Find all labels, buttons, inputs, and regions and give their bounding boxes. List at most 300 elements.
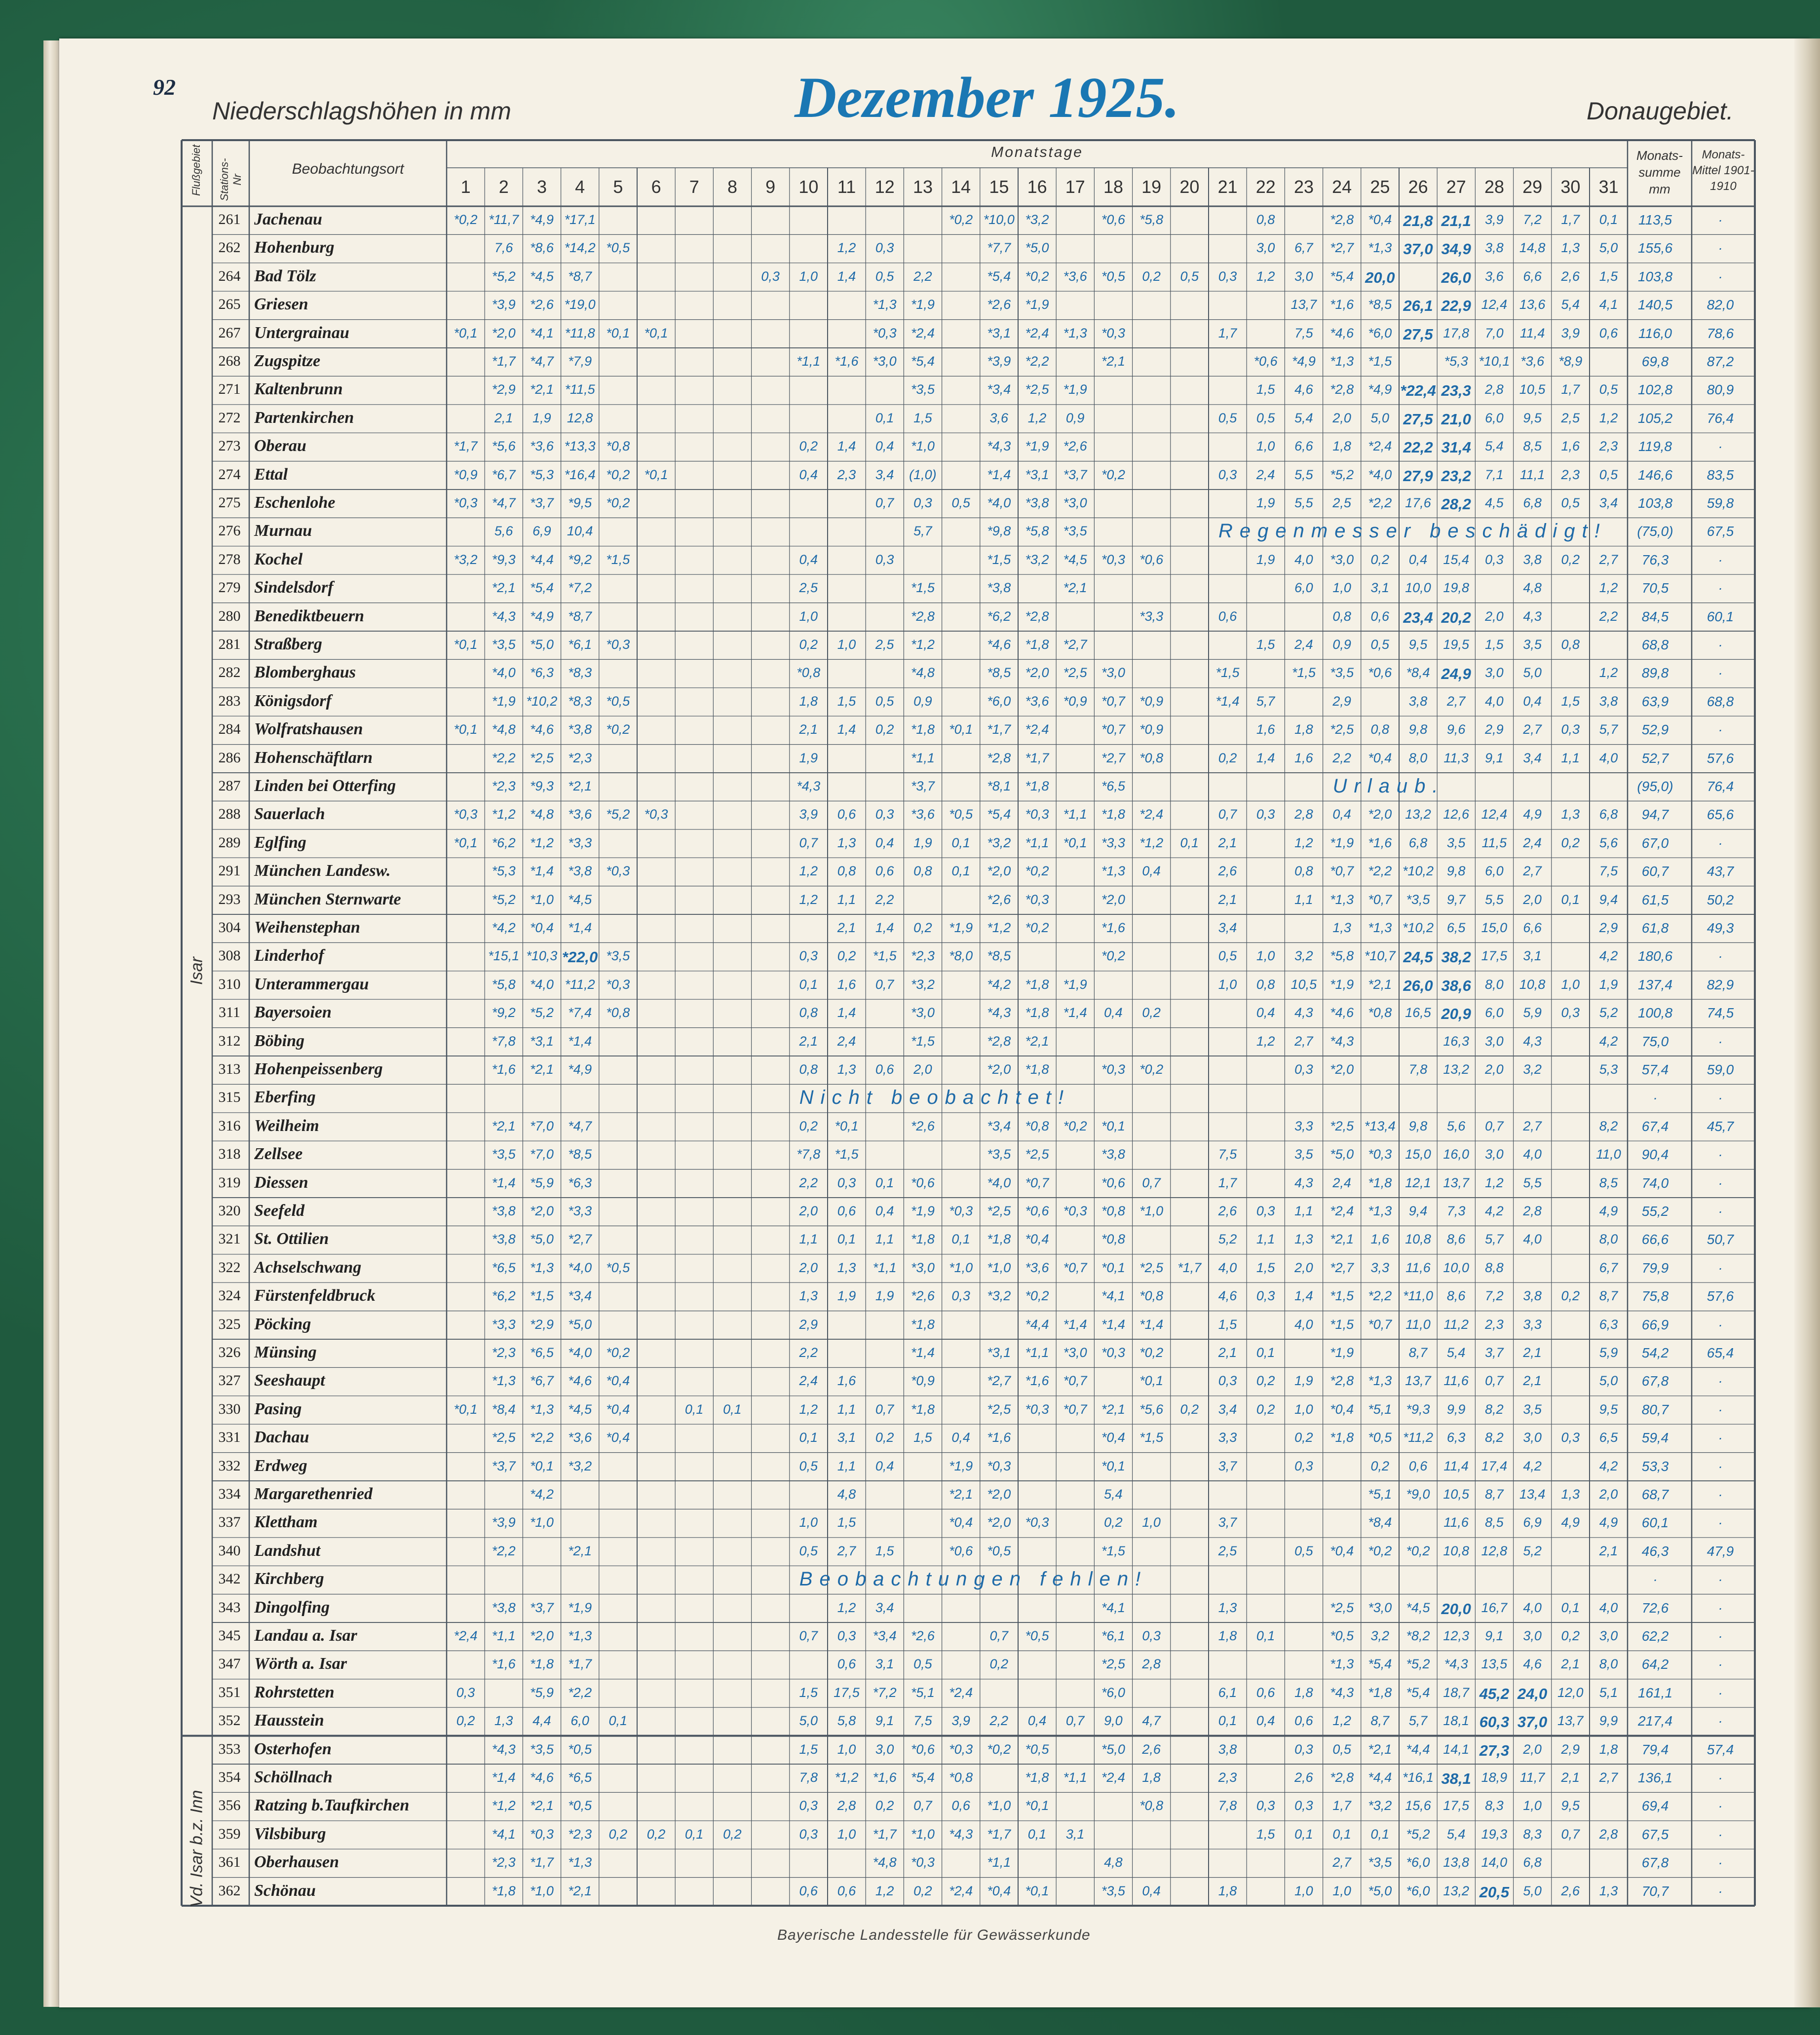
rain-cell: 2,6 <box>1218 864 1237 879</box>
rain-cell: 0,2 <box>1218 750 1237 765</box>
rain-cell: 0,6 <box>837 1204 856 1218</box>
rain-cell: 5,4 <box>1446 1826 1466 1842</box>
rain-cell: *0,5 <box>1368 1430 1392 1445</box>
rain-cell: 0,4 <box>1142 864 1161 879</box>
rain-cell: 0,1 <box>1256 1628 1275 1643</box>
rain-cell: *2,3 <box>492 1345 516 1360</box>
rain-cell: *0,7 <box>1025 1175 1049 1190</box>
rain-cell: 0,5 <box>1294 1543 1313 1558</box>
rain-cell: *3,9 <box>492 1515 516 1530</box>
rain-cell: 10,8 <box>1519 977 1546 992</box>
rain-cell: *10,2 <box>1402 864 1434 879</box>
rain-cell: 15,0 <box>1481 920 1508 935</box>
rain-cell: 0,8 <box>913 864 932 879</box>
day-header-19: 19 <box>1141 177 1162 197</box>
rain-cell: *7,0 <box>530 1118 554 1133</box>
rain-cell: 0,4 <box>1408 552 1428 567</box>
rain-cell: 4,5 <box>1485 495 1504 510</box>
rain-cell: 0,7 <box>989 1628 1009 1643</box>
rain-cell: *3,0 <box>910 1005 935 1020</box>
rain-cell: 0,3 <box>1218 1373 1237 1389</box>
rain-cell: *3,2 <box>910 977 935 992</box>
rain-cell: 0,3 <box>875 807 894 822</box>
rain-cell: 0,3 <box>1218 467 1237 482</box>
rain-cell: *1,4 <box>1063 1005 1087 1020</box>
monthly-mean: 65,6 <box>1706 807 1734 823</box>
rain-cell: 1,0 <box>1294 1401 1313 1417</box>
rain-cell: *3,0 <box>1101 665 1125 680</box>
rain-cell: 3,0 <box>1523 1430 1542 1445</box>
rain-cell: 5,0 <box>1370 410 1390 425</box>
rain-cell: 1,3 <box>494 1713 513 1729</box>
rain-cell: 13,7 <box>1290 297 1317 312</box>
rain-cell: *5,8 <box>1330 948 1354 964</box>
rain-cell: *1,5 <box>910 580 935 596</box>
monthly-mean: · <box>1718 1855 1723 1871</box>
rain-cell: *0,4 <box>1101 1430 1125 1445</box>
rain-cell: 6,5 <box>1599 1430 1618 1445</box>
rain-cell: 18,1 <box>1443 1713 1469 1729</box>
monthly-mean: · <box>1718 665 1723 681</box>
rain-cell: *1,8 <box>530 1657 554 1672</box>
rain-cell: 0,7 <box>1485 1373 1504 1389</box>
monthly-mean: 80,9 <box>1706 382 1734 398</box>
rain-cell: 1,3 <box>1561 1487 1580 1502</box>
rain-cell: 0,4 <box>875 835 894 850</box>
rain-cell: 2,0 <box>1599 1487 1618 1502</box>
rain-cell: 0,2 <box>875 722 894 737</box>
rain-cell: *8,5 <box>987 948 1011 964</box>
rain-cell: *2,3 <box>492 1855 516 1870</box>
monthly-mean: · <box>1718 1401 1723 1417</box>
rain-cell: *3,2 <box>1368 1798 1392 1813</box>
rain-cell: *2,4 <box>454 1628 478 1643</box>
station-number: 281 <box>218 636 241 652</box>
rain-cell: *4,2 <box>492 920 516 935</box>
monthly-sum: 79,9 <box>1641 1260 1669 1276</box>
rain-cell: 12,3 <box>1443 1628 1469 1643</box>
rain-cell: 3,9 <box>951 1713 970 1729</box>
rain-cell: 0,1 <box>1294 1826 1313 1842</box>
rain-cell: *4,2 <box>530 1487 554 1502</box>
rain-cell: 3,2 <box>1523 1062 1542 1077</box>
station-name: München Landesw. <box>254 862 391 880</box>
rain-cell: 10,4 <box>567 524 593 539</box>
rain-cell: 8,2 <box>1485 1401 1504 1417</box>
rain-cell: *4,0 <box>568 1345 592 1360</box>
rain-cell: 4,0 <box>1218 1260 1237 1275</box>
rain-cell: 1,5 <box>837 1515 856 1530</box>
rain-cell: *3,3 <box>568 1204 592 1218</box>
rain-cell: *1,5 <box>834 1147 859 1162</box>
rain-cell: *0,2 <box>1025 920 1049 935</box>
rain-cell: 9,1 <box>1485 1628 1504 1643</box>
rain-cell: *4,3 <box>949 1826 973 1842</box>
rain-cell: *2,2 <box>1025 354 1049 369</box>
rain-cell: *4,0 <box>1368 467 1392 482</box>
rain-cell: 0,7 <box>1065 1713 1085 1729</box>
rain-cell: *5,0 <box>1025 240 1049 256</box>
rain-cell: *1,5 <box>987 552 1011 567</box>
rain-cell: 2,4 <box>799 1373 818 1389</box>
rain-cell: *2,1 <box>492 580 516 596</box>
rain-cell: *0,9 <box>1139 693 1164 709</box>
monthly-sum: 67,4 <box>1641 1118 1669 1134</box>
rain-cell: *1,9 <box>910 1204 935 1218</box>
rain-cell: 4,0 <box>1523 1600 1542 1615</box>
column-header-ort: Beobachtungsort <box>292 161 404 177</box>
rain-cell: *0,3 <box>530 1826 554 1842</box>
station-number: 356 <box>218 1797 241 1814</box>
rain-cell: *1,4 <box>1063 1317 1087 1332</box>
rain-cell: *2,8 <box>1330 1373 1354 1389</box>
rain-cell: *0,7 <box>1063 1401 1087 1417</box>
station-number: 293 <box>218 891 241 907</box>
day-header-3: 3 <box>536 177 547 197</box>
rain-cell: 2,0 <box>913 1062 932 1077</box>
rain-cell: *2,2 <box>1368 864 1392 879</box>
rain-cell: 0,2 <box>646 1826 666 1842</box>
rain-cell: *2,7 <box>1063 637 1087 652</box>
monthly-sum: 79,4 <box>1641 1741 1669 1757</box>
station-number: 337 <box>218 1514 241 1531</box>
rain-cell: 1,7 <box>1218 1175 1237 1190</box>
station-name: Landshut <box>254 1541 321 1560</box>
station-number: 332 <box>218 1457 241 1474</box>
rain-cell: *3,0 <box>1368 1600 1392 1615</box>
rain-cell: *0,9 <box>1063 693 1087 709</box>
station-number: 289 <box>218 834 241 851</box>
rain-cell: 8,0 <box>1599 1657 1618 1672</box>
rain-cell: *3,5 <box>910 382 935 397</box>
rain-cell: *5,8 <box>492 977 516 992</box>
rain-cell: 1,2 <box>799 864 818 879</box>
rain-cell: *2,3 <box>492 779 516 793</box>
rain-cell: 0,6 <box>1256 1685 1275 1700</box>
rain-cell: 0,3 <box>1256 1204 1275 1218</box>
rain-cell: *2,1 <box>949 1487 973 1502</box>
rain-cell: *5,2 <box>1406 1826 1430 1842</box>
rain-cell: *6,0 <box>1368 325 1392 340</box>
rain-cell: 8,0 <box>1599 1232 1618 1247</box>
rain-cell: 2,5 <box>1332 495 1351 510</box>
rain-cell: 5,0 <box>1523 665 1542 680</box>
rain-cell: *1,1 <box>1025 1345 1049 1360</box>
rain-cell: 0,7 <box>1561 1826 1580 1842</box>
rain-cell: *5,2 <box>530 1005 554 1020</box>
station-name: Murnau <box>254 522 312 540</box>
rain-cell: *22,4 <box>1400 382 1436 400</box>
rain-cell: 18,7 <box>1443 1685 1469 1700</box>
rain-cell: *7,0 <box>530 1147 554 1162</box>
rain-cell: *0,2 <box>1139 1062 1164 1077</box>
rain-cell: 2,1 <box>1523 1345 1542 1360</box>
rain-cell: 5,5 <box>1294 495 1313 510</box>
rain-cell: *1,8 <box>1025 637 1049 652</box>
rain-cell: 4,3 <box>1523 608 1542 624</box>
rain-cell: 6,1 <box>1218 1685 1237 1700</box>
rain-cell: *2,5 <box>987 1204 1011 1218</box>
rain-cell: *0,3 <box>1025 1515 1049 1530</box>
rain-cell: *3,7 <box>530 495 554 510</box>
rain-cell: 3,1 <box>875 1657 894 1672</box>
rain-cell: *4,9 <box>1291 354 1316 369</box>
rain-cell: *3,8 <box>492 1204 516 1218</box>
rain-cell: 5,6 <box>1599 835 1618 850</box>
rain-cell: *1,3 <box>530 1260 554 1275</box>
rain-cell: *1,8 <box>910 1401 935 1417</box>
rain-cell: *1,7 <box>568 1657 592 1672</box>
rain-cell: 0,5 <box>951 495 970 510</box>
monthly-mean: · <box>1718 1628 1723 1644</box>
station-note: Nicht beobachtet! <box>799 1087 1071 1109</box>
rain-cell: 1,4 <box>837 722 856 737</box>
rain-cell: 1,7 <box>1561 382 1580 397</box>
rain-cell: *5,1 <box>1368 1401 1392 1417</box>
rain-cell: *6,5 <box>530 1345 554 1360</box>
rain-cell: *5,4 <box>1368 1657 1392 1672</box>
rain-cell: *0,4 <box>1368 750 1392 765</box>
rain-cell: *1,6 <box>1368 835 1392 850</box>
rain-cell: 10,0 <box>1443 1260 1469 1275</box>
rain-cell: 0,3 <box>1294 1798 1313 1813</box>
rain-cell: 1,5 <box>799 1741 818 1757</box>
rain-cell: *2,4 <box>910 325 935 340</box>
rain-cell: *2,2 <box>1368 495 1392 510</box>
station-name: Sauerlach <box>254 805 325 824</box>
rain-cell: 13,7 <box>1443 1175 1469 1190</box>
rain-cell: 23,2 <box>1441 467 1471 485</box>
rain-cell: 2,0 <box>1523 1741 1542 1757</box>
rain-cell: 17,5 <box>1443 1798 1469 1813</box>
monthly-mean: · <box>1718 1798 1723 1814</box>
rain-cell: *1,8 <box>987 1232 1011 1247</box>
rain-cell: *11,2 <box>1403 1430 1434 1445</box>
rain-cell: *9,5 <box>568 495 592 510</box>
rain-cell: 1,1 <box>837 1401 856 1417</box>
rain-cell: *4,5 <box>1406 1600 1430 1615</box>
rain-cell: 3,2 <box>1370 1628 1390 1643</box>
monthly-sum: 75,0 <box>1641 1033 1669 1049</box>
rain-cell: *16,1 <box>1402 1770 1434 1785</box>
rain-cell: *1,8 <box>1368 1175 1392 1190</box>
rain-cell: *2,1 <box>568 779 592 793</box>
rain-cell: *5,2 <box>606 807 630 822</box>
rain-cell: *1,9 <box>949 920 973 935</box>
rain-cell: 3,3 <box>1294 1118 1313 1133</box>
rain-cell: *0,2 <box>1025 268 1049 284</box>
rain-cell: 6,3 <box>1446 1430 1466 1445</box>
rain-cell: 0,5 <box>1218 410 1237 425</box>
rain-cell: 4,3 <box>1523 1033 1542 1049</box>
rain-cell: 24,0 <box>1517 1685 1548 1702</box>
rain-cell: 7,1 <box>1485 467 1504 482</box>
monthly-sum: 61,8 <box>1641 920 1669 936</box>
rain-cell: 2,3 <box>1561 467 1580 482</box>
rain-cell: 1,4 <box>837 1005 856 1020</box>
rain-cell: 1,5 <box>875 1543 894 1558</box>
rain-cell: 2,1 <box>1599 1543 1618 1558</box>
rain-cell: *8,6 <box>530 240 554 256</box>
rain-cell: 5,3 <box>1599 1062 1618 1077</box>
rain-cell: 0,2 <box>1180 1401 1199 1417</box>
rain-cell: *1,4 <box>910 1345 935 1360</box>
rain-cell: *3,8 <box>1025 495 1049 510</box>
rain-cell: *0,2 <box>987 1741 1011 1757</box>
rain-cell: 7,5 <box>1599 864 1618 879</box>
rain-cell: *2,1 <box>568 1543 592 1558</box>
rain-cell: *1,8 <box>910 1232 935 1247</box>
rain-cell: 5,7 <box>1256 693 1275 709</box>
station-number: 347 <box>218 1656 241 1672</box>
day-header-17: 17 <box>1065 177 1085 197</box>
rain-cell: *2,1 <box>530 1798 554 1813</box>
rain-cell: 6,0 <box>1294 580 1313 596</box>
rain-cell: *3,5 <box>1368 1855 1392 1870</box>
monthly-mean: · <box>1718 637 1723 652</box>
monthly-mean: 47,9 <box>1706 1543 1734 1559</box>
rain-cell: 1,8 <box>799 693 818 709</box>
station-note: Regenmesser beschädigt! <box>1218 520 1607 542</box>
rain-cell: 1,4 <box>875 920 894 935</box>
rain-cell: *10,3 <box>526 948 558 964</box>
rain-cell: 4,3 <box>1294 1175 1313 1190</box>
rain-cell: *1,2 <box>492 1798 516 1813</box>
rain-cell: *0,2 <box>1101 467 1125 482</box>
station-name: Hausstein <box>254 1711 324 1730</box>
rain-cell: 0,3 <box>837 1175 856 1190</box>
rain-cell: 0,3 <box>1294 1062 1313 1077</box>
rain-cell: *2,1 <box>492 1118 516 1133</box>
station-number: 267 <box>218 324 241 341</box>
rain-cell: 8,7 <box>1408 1345 1428 1360</box>
rain-cell: 45,2 <box>1479 1685 1510 1702</box>
day-header-18: 18 <box>1103 177 1123 197</box>
station-name: Zellsee <box>254 1145 303 1164</box>
rain-cell: *3,8 <box>987 580 1011 596</box>
rain-cell: 2,1 <box>799 722 818 737</box>
rain-cell: *1,6 <box>1330 297 1354 312</box>
day-header-1: 1 <box>460 177 471 197</box>
rain-cell: *6,7 <box>530 1373 554 1389</box>
rain-cell: *3,4 <box>987 382 1011 397</box>
rain-cell: 27,5 <box>1403 410 1433 428</box>
rain-cell: *2,4 <box>1101 1770 1125 1785</box>
monthly-sum: 52,7 <box>1641 750 1669 766</box>
rain-cell: 21,1 <box>1441 212 1471 229</box>
station-number: 334 <box>218 1486 241 1502</box>
rain-cell: 26,0 <box>1441 268 1471 286</box>
rain-cell: *2,8 <box>1330 382 1354 397</box>
rain-cell: *3,5 <box>1101 1883 1125 1898</box>
rain-cell: *8,0 <box>949 948 973 964</box>
rain-cell: *2,1 <box>1025 1033 1049 1049</box>
rain-cell: 8,7 <box>1370 1713 1390 1729</box>
rain-cell: 4,8 <box>1523 580 1542 596</box>
rain-cell: 0,4 <box>799 552 818 567</box>
rain-cell: *0,6 <box>1139 552 1164 567</box>
station-name: Fürstenfeldbruck <box>254 1286 376 1305</box>
rain-cell: 11,2 <box>1443 1317 1469 1332</box>
rain-cell: *4,9 <box>568 1062 592 1077</box>
monthly-mean: · <box>1718 1204 1723 1219</box>
rain-cell: *0,7 <box>1368 1317 1392 1332</box>
rain-cell: *0,1 <box>1101 1260 1125 1275</box>
rain-cell: *0,3 <box>1025 807 1049 822</box>
rain-cell: *5,9 <box>530 1685 554 1700</box>
rain-cell: *0,1 <box>454 722 478 737</box>
rain-cell: *0,4 <box>1368 212 1392 227</box>
rain-cell: 13,7 <box>1405 1373 1431 1389</box>
day-header-12: 12 <box>874 177 895 197</box>
monthly-mean: 49,3 <box>1706 920 1734 936</box>
rain-cell: *5,4 <box>1330 268 1354 284</box>
monthly-mean: · <box>1718 1458 1723 1474</box>
rain-cell: *3,8 <box>568 864 592 879</box>
rain-cell: 1,9 <box>799 750 818 765</box>
monthly-sum: 69,8 <box>1641 354 1669 369</box>
rain-cell: *1,4 <box>987 467 1011 482</box>
rain-cell: *0,2 <box>606 467 630 482</box>
rain-cell: *0,3 <box>1025 892 1049 907</box>
rain-cell: *1,4 <box>1101 1317 1125 1332</box>
rain-cell: *9,2 <box>568 552 592 567</box>
monthly-sum: 63,9 <box>1641 693 1669 709</box>
rain-cell: 0,8 <box>1256 977 1275 992</box>
rain-cell: 1,1 <box>1294 892 1313 907</box>
rain-cell: 1,3 <box>837 1260 856 1275</box>
rain-cell: *5,0 <box>530 637 554 652</box>
rain-cell: *3,3 <box>1139 608 1164 624</box>
rain-cell: 0,3 <box>837 1628 856 1643</box>
station-name: Griesen <box>254 295 308 314</box>
rain-cell: *2,1 <box>1368 977 1392 992</box>
rain-cell: *0,2 <box>1063 1118 1087 1133</box>
rain-cell: 0,2 <box>913 1883 932 1898</box>
station-number: 265 <box>218 296 241 313</box>
station-name: Schönau <box>254 1881 316 1900</box>
rain-cell: 5,5 <box>1485 892 1504 907</box>
rain-cell: *0,3 <box>1101 552 1125 567</box>
rain-cell: *5,4 <box>530 580 554 596</box>
rain-cell: *1,7 <box>492 354 516 369</box>
rain-cell: *3,5 <box>492 637 516 652</box>
rain-cell: 0,1 <box>875 1175 894 1190</box>
day-header-28: 28 <box>1484 177 1504 197</box>
rain-cell: 0,3 <box>1294 1741 1313 1757</box>
rain-cell: 3,0 <box>1256 240 1275 256</box>
rain-cell: 20,5 <box>1479 1883 1510 1901</box>
rain-cell: *0,3 <box>606 637 630 652</box>
rain-cell: *2,8 <box>987 1033 1011 1049</box>
rain-cell: 1,6 <box>1294 750 1313 765</box>
rain-cell: *0,5 <box>606 1260 630 1275</box>
rain-cell: *0,6 <box>1253 354 1278 369</box>
rain-cell: *2,4 <box>1330 1204 1354 1218</box>
rain-cell: 1,1 <box>837 892 856 907</box>
rain-cell: 7,5 <box>913 1713 932 1729</box>
rain-cell: *6,2 <box>492 835 516 850</box>
monthly-sum: 76,3 <box>1641 552 1669 567</box>
rain-cell: 1,4 <box>1256 750 1275 765</box>
rain-cell: 0,8 <box>799 1062 818 1077</box>
rain-cell: *1,9 <box>1025 439 1049 454</box>
rain-cell: 0,1 <box>1599 212 1618 227</box>
rain-cell: *0,2 <box>606 722 630 737</box>
rain-cell: *2,0 <box>1101 892 1125 907</box>
monthly-mean: 68,8 <box>1706 693 1734 709</box>
rain-cell: *0,2 <box>606 1345 630 1360</box>
